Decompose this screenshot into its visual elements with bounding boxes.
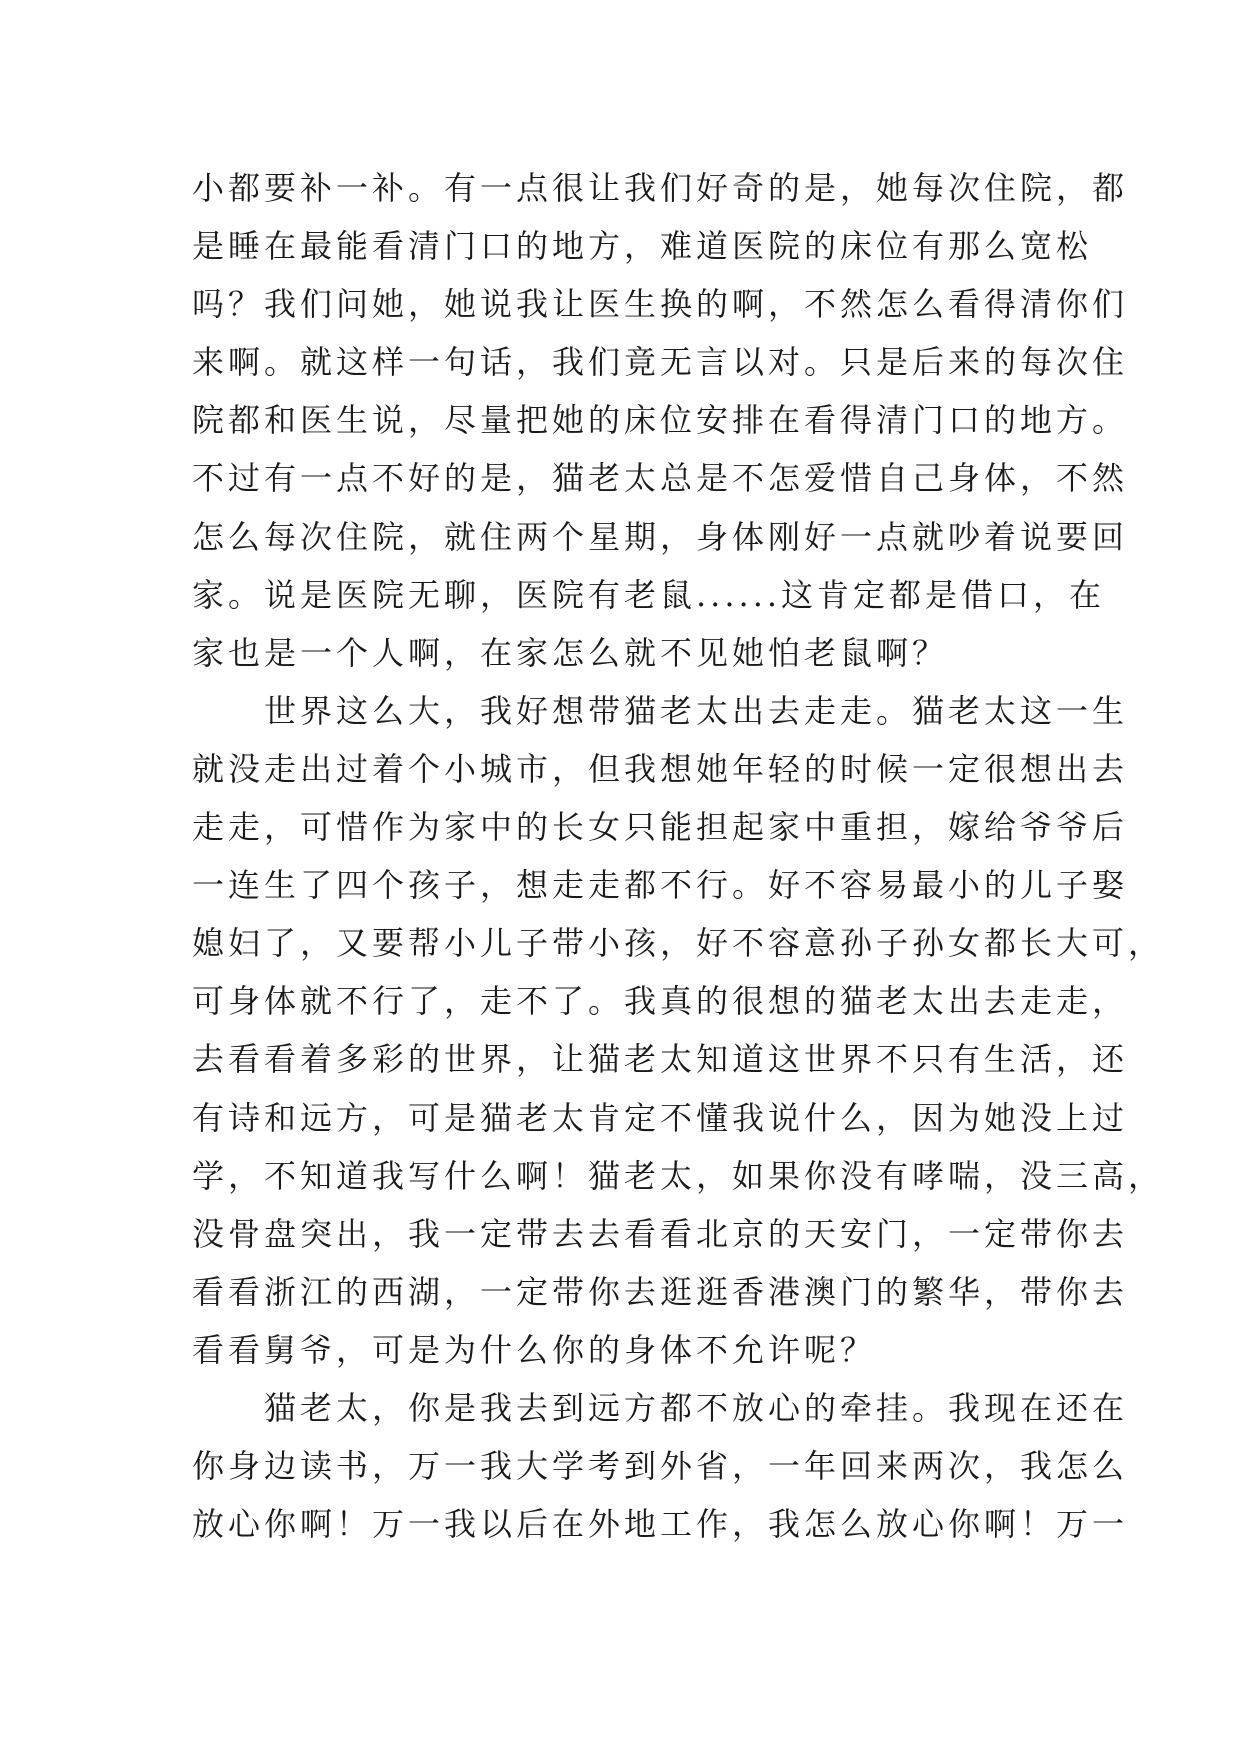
text-line: 家也是一个人啊，在家怎么就不见她怕老鼠啊？ (192, 633, 949, 672)
text-line: 怎么每次住院，就住两个星期，身体刚好一点就吵着说要回 (192, 517, 1129, 556)
text-line: 看看浙江的西湖，一定带你去逛逛香港澳门的繁华，带你去 (192, 1272, 1129, 1311)
text-line: 你身边读书，万一我大学考到外省，一年回来两次，我怎么 (192, 1447, 1129, 1486)
text-line: 放心你啊！万一我以后在外地工作，我怎么放心你啊！万一 (192, 1505, 1129, 1544)
text-line: 可身体就不行了，走不了。我真的很想的猫老太出去走走， (192, 982, 1129, 1021)
text-line: 看看舅爷，可是为什么你的身体不允许呢？ (192, 1330, 877, 1369)
text-line: 家。说是医院无聊，医院有老鼠......这肯定都是借口，在 (192, 575, 1106, 614)
paragraph-start-line: 猫老太，你是我去到远方都不放心的牵挂。我现在还在 (264, 1388, 1129, 1427)
body-text (192, 159, 1165, 1553)
text-line: 媳妇了，又要帮小儿子带小孩，好不容意孙子孙女都长大可， (192, 924, 1165, 963)
text-line: 来啊。就这样一句话，我们竟无言以对。只是后来的每次住 (192, 343, 1129, 382)
text-line: 去看看着多彩的世界，让猫老太知道这世界不只有生活，还 (192, 1040, 1129, 1079)
text-line: 小都要补一补。有一点很让我们好奇的是，她每次住院，都 (192, 169, 1129, 207)
text-line: 没骨盘突出，我一定带去去看看北京的天安门，一定带你去 (192, 1214, 1129, 1253)
text-line: 吗？我们问她，她说我让医生换的啊，不然怎么看得清你们 (192, 285, 1129, 324)
text-line: 学，不知道我写什么啊！猫老太，如果你没有哮喘，没三高， (192, 1156, 1165, 1195)
text-line: 院都和医生说，尽量把她的床位安排在看得清门口的地方。 (192, 401, 1129, 440)
paragraph-start-line: 世界这么大，我好想带猫老太出去走走。猫老太这一生 (264, 691, 1129, 730)
text-line: 走走，可惜作为家中的长女只能担起家中重担，嫁给爷爷后 (192, 808, 1129, 847)
text-line: 一连生了四个孩子，想走走都不行。好不容易最小的儿子娶 (192, 866, 1129, 905)
text-line: 是睡在最能看清门口的地方，难道医院的床位有那么宽松 (192, 227, 1093, 266)
text-line: 就没走出过着个小城市，但我想她年轻的时候一定很想出去 (192, 749, 1129, 788)
text-line: 不过有一点不好的是，猫老太总是不怎爱惜自己身体，不然 (192, 459, 1129, 498)
text-line: 有诗和远方，可是猫老太肯定不懂我说什么，因为她没上过 (192, 1098, 1129, 1137)
